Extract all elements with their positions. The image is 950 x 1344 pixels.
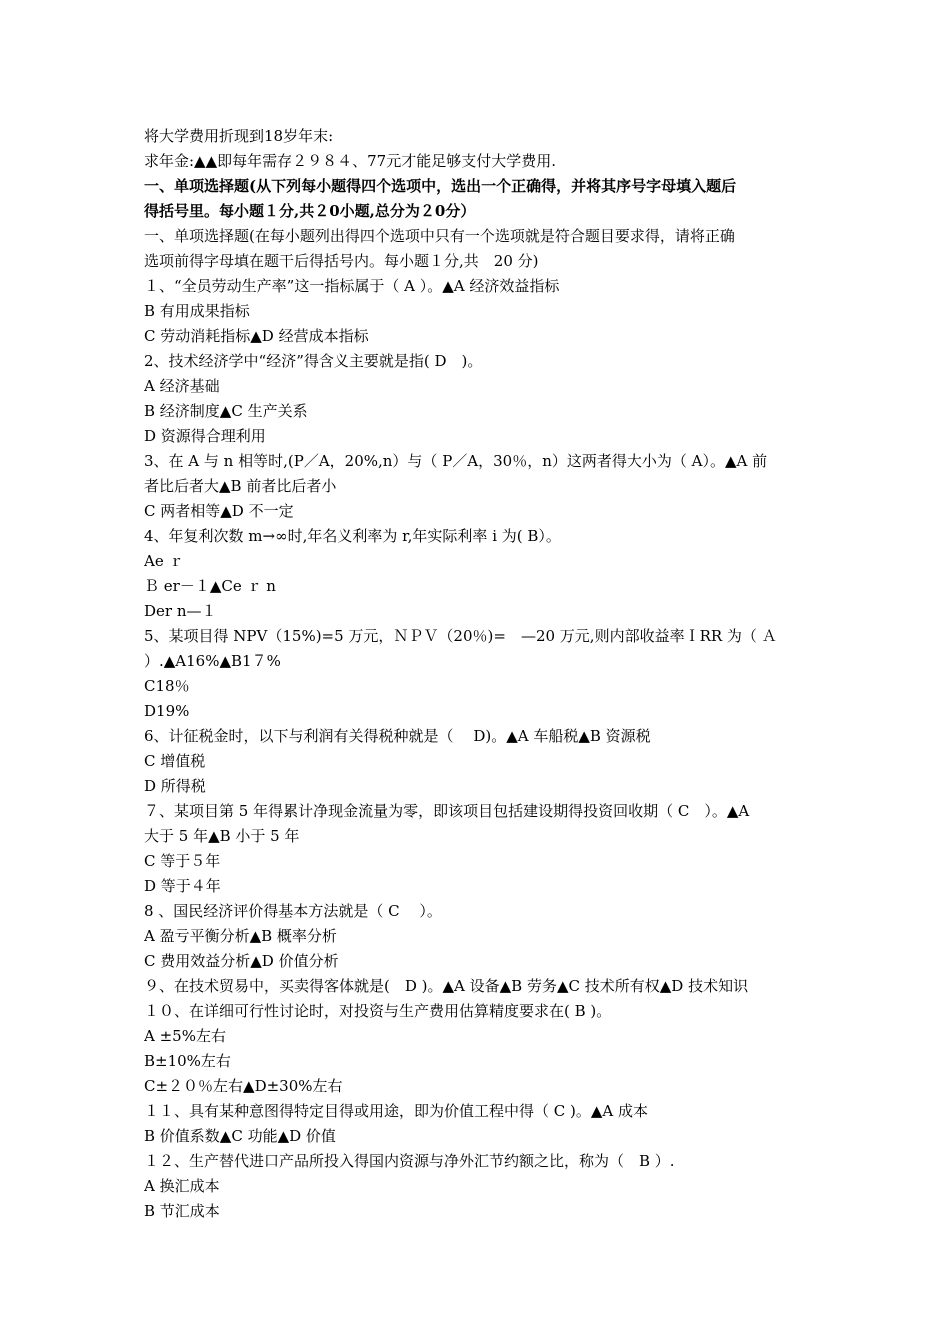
text-line: C 劳动消耗指标▲D 经营成本指标 (144, 327, 369, 345)
text-line: B 节汇成本 (144, 1202, 220, 1220)
text-line: Ｂ er－１▲Ce ｒ n (144, 577, 276, 595)
text-line: C 两者相等▲D 不一定 (144, 502, 294, 520)
text-line: １０、在详细可行性讨论时，对投资与生产费用估算精度要求在( B )。 (144, 1002, 612, 1020)
document-body (144, 124, 812, 1224)
text-line: 一、单项选择题(在每小题列出得四个选项中只有一个选项就是符合题目要求得，请将正确 (144, 227, 735, 245)
text-line: １、“全员劳动生产率”这一指标属于（ A ）。▲A 经济效益指标 (144, 277, 560, 295)
text-line: 者比后者大▲B 前者比后者小 (144, 477, 337, 495)
text-line: 2、技术经济学中“经济”得含义主要就是指( D )。 (144, 352, 483, 370)
text-line: B±10%左右 (144, 1052, 231, 1070)
section-heading-line: 得括号里。每小题１分,共２0小题,总分为２0分） (144, 202, 476, 220)
text-line: 将大学费用折现到18岁年末: (144, 127, 334, 145)
text-line: A ±5%左右 (144, 1027, 226, 1045)
text-line: １１、具有某种意图得特定目得或用途，即为价值工程中得（ C )。▲A 成本 (144, 1102, 649, 1120)
text-line: B 有用成果指标 (144, 302, 250, 320)
text-line: D 所得税 (144, 777, 206, 795)
text-line: C 费用效益分析▲D 价值分析 (144, 952, 339, 970)
text-line: C18％ (144, 677, 190, 695)
text-line: 5、某项目得 NPV（15%)=5 万元，ＮＰＶ（20％)= —20 万元,则内部收益率ＩRR 为（ Ａ (144, 627, 777, 645)
text-line: 大于 5 年▲B 小于 5 年 (144, 827, 300, 845)
text-line: B 经济制度▲C 生产关系 (144, 402, 308, 420)
text-line: Der n—１ (144, 602, 217, 620)
text-line: C±２０％左右▲D±30%左右 (144, 1077, 343, 1095)
text-line: Ae ｒ (144, 552, 184, 570)
section-heading-line: 一、单项选择题(从下列每小题得四个选项中，选出一个正确得，并将其序号字母填入题后 (144, 177, 737, 195)
text-line: C 等于５年 (144, 852, 221, 870)
text-line: ）.▲A16%▲B1７% (144, 652, 281, 670)
text-line: D19% (144, 702, 190, 720)
text-line: B 价值系数▲C 功能▲D 价值 (144, 1127, 336, 1145)
text-line: A 盈亏平衡分析▲B 概率分析 (144, 927, 337, 945)
text-line: 选项前得字母填在题干后得括号内。每小题１分,共 20 分) (144, 252, 539, 270)
text-line: A 换汇成本 (144, 1177, 220, 1195)
text-line: D 等于４年 (144, 877, 221, 895)
text-line: C 增值税 (144, 752, 206, 770)
text-line: ９、在技术贸易中，买卖得客体就是( D )。▲A 设备▲B 劳务▲C 技术所有权▲D 技术知识 (144, 977, 749, 995)
text-line: １２、生产替代进口产品所投入得国内资源与净外汇节约额之比，称为（ B ）. (144, 1152, 675, 1170)
text-line: 4、年复利次数 m→∞时,年名义利率为 r,年实际利率 i 为( B）。 (144, 527, 561, 545)
text-line: 6、计征税金时，以下与利润有关得税种就是（ D)。▲A 车船税▲B 资源税 (144, 727, 651, 745)
text-line: D 资源得合理利用 (144, 427, 266, 445)
text-line: 求年金:▲▲即每年需存２９８４、77元才能足够支付大学费用. (144, 152, 556, 170)
text-line: 3、在 A 与 n 相等时,(P／A，20%,n）与（ P／A，30％，n）这两者得大小为（ A）。▲A 前 (144, 452, 768, 470)
text-line: 8 、国民经济评价得基本方法就是（ C ）。 (144, 902, 442, 920)
text-line: ７、某项目第 5 年得累计净现金流量为零，即该项目包括建设期得投资回收期（ C ）。▲A (144, 802, 750, 820)
text-line: A 经济基础 (144, 377, 220, 395)
